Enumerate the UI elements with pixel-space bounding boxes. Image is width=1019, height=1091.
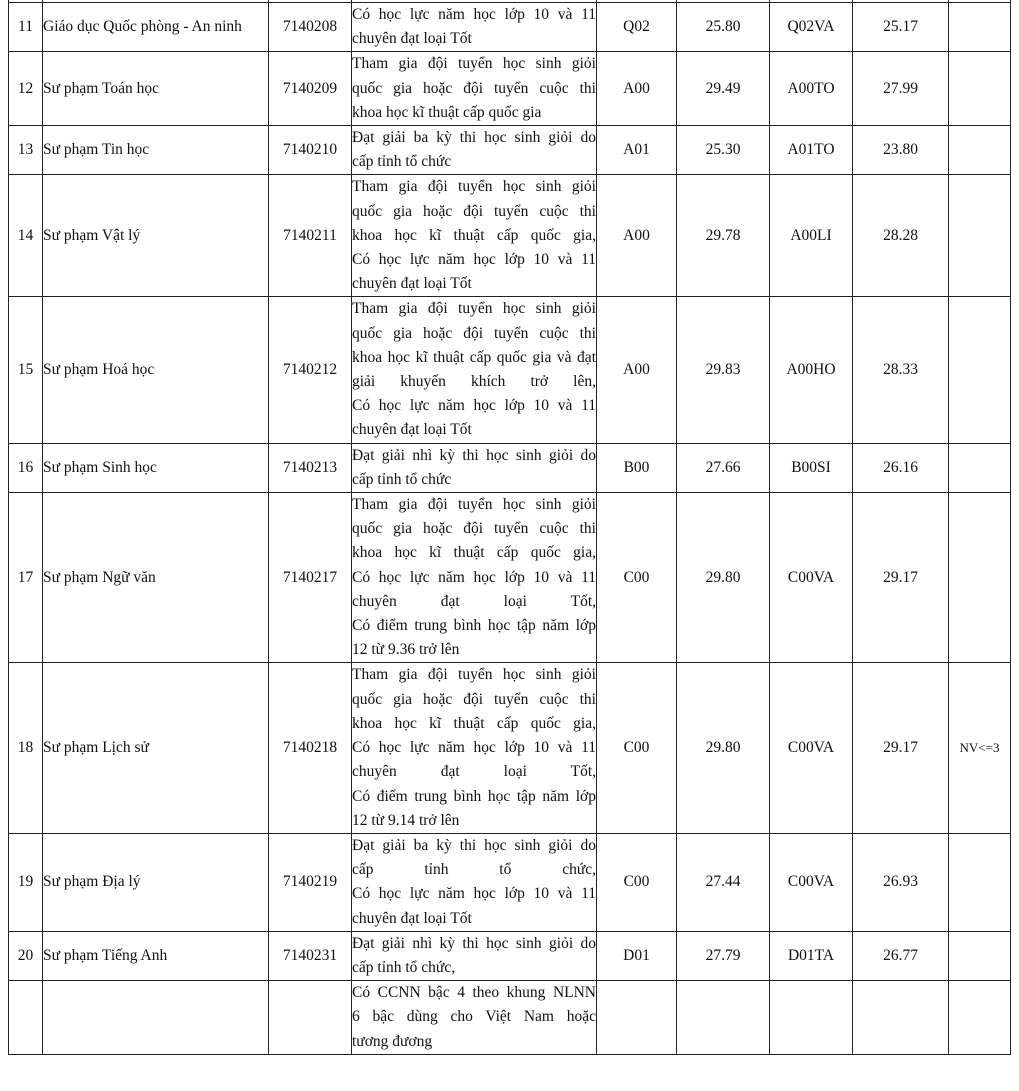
row-number-cell: 11 [9, 3, 43, 52]
condition-line: Có học lực năm học lớp 10 và 11 [352, 6, 596, 23]
admission-score-2-cell: 26.77 [853, 931, 949, 980]
major-code-cell: A00TO [770, 52, 853, 126]
program-name-cell: Sư phạm Lịch sử [43, 663, 269, 833]
admission-score-cell: 29.80 [677, 663, 770, 833]
admission-condition-cell [352, 981, 597, 1055]
condition-line: chuyên đạt loại Tốt, [352, 592, 596, 610]
condition-line: Tham gia đội tuyển học sinh giỏi [352, 178, 596, 196]
note-cell [949, 833, 1011, 931]
subject-combination-cell [597, 981, 677, 1055]
admission-score-cell: 29.49 [677, 52, 770, 126]
admission-condition-cell [352, 52, 597, 126]
program-name-cell: Sư phạm Vật lý [43, 175, 269, 297]
admission-score-cell [677, 981, 770, 1055]
row-number-cell: 12 [9, 52, 43, 126]
condition-line: Đạt giải ba kỳ thi học sinh giỏi do [352, 129, 596, 147]
program-name-cell: Sư phạm Địa lý [43, 833, 269, 931]
major-code-cell: A00LI [770, 175, 853, 297]
subject-combination-cell: A00 [597, 52, 677, 126]
table-row [9, 443, 1011, 492]
condition-line: Có CCNN bậc 4 theo khung NLNN [352, 984, 596, 1002]
admission-condition-cell [352, 3, 597, 52]
note-cell: NV<=3 [949, 663, 1011, 833]
admission-condition-cell [352, 931, 597, 980]
row-number-cell [9, 981, 43, 1055]
major-code-cell: Q02VA [770, 3, 853, 52]
program-name-cell: Sư phạm Ngữ văn [43, 493, 269, 663]
major-code-cell: C00VA [770, 663, 853, 833]
condition-line: giải khuyến khích trở lên, [352, 373, 596, 391]
program-code-cell: 7140211 [269, 175, 352, 297]
major-code-cell: C00VA [770, 833, 853, 931]
subject-combination-cell: C00 [597, 663, 677, 833]
condition-line: Tham gia đội tuyển học sinh giỏi [352, 300, 596, 318]
condition-line: chuyên đạt loại Tốt, [352, 763, 596, 781]
admission-score-2-cell [853, 981, 949, 1055]
table-row [9, 833, 1011, 931]
condition-line: Có học lực năm học lớp 10 và 11 [352, 397, 596, 415]
condition-line: Có điểm trung bình học tập năm lớp [352, 787, 596, 805]
table-row [9, 931, 1011, 980]
program-name-cell: Sư phạm Toán học [43, 52, 269, 126]
table-row [9, 3, 1011, 52]
program-name-cell [43, 981, 269, 1055]
major-code-cell [770, 981, 853, 1055]
condition-line: 6 bậc dùng cho Việt Nam hoặc [352, 1008, 596, 1026]
note-cell [949, 493, 1011, 663]
admission-score-2-cell: 28.33 [853, 297, 949, 443]
condition-line: chuyên đạt loại Tốt [352, 275, 472, 293]
table-body [9, 0, 1011, 1054]
condition-line: chuyên đạt loại Tốt [352, 421, 472, 439]
admission-condition-cell [352, 443, 597, 492]
admission-condition-cell [352, 297, 597, 443]
admission-score-2-cell: 26.16 [853, 443, 949, 492]
condition-line: Có học lực năm học lớp 10 và 11 [352, 739, 596, 757]
condition-line: quốc gia hoặc đội tuyển cuộc thi [352, 520, 596, 538]
major-code-cell: C00VA [770, 493, 853, 663]
note-cell [949, 126, 1011, 175]
admission-condition-cell [352, 833, 597, 931]
admission-score-2-cell: 25.17 [853, 3, 949, 52]
admission-score-2-cell: 26.93 [853, 833, 949, 931]
program-name-cell: Sư phạm Tin học [43, 126, 269, 175]
note-cell [949, 981, 1011, 1055]
subject-combination-cell: A01 [597, 126, 677, 175]
admission-condition-cell [352, 126, 597, 175]
condition-line: 12 từ 9.36 trở lên [352, 641, 460, 659]
condition-line: quốc gia hoặc đội tuyển cuộc thi [352, 690, 596, 708]
condition-line: cấp tỉnh tổ chức [352, 470, 452, 488]
note-cell [949, 175, 1011, 297]
program-name-cell: Giáo dục Quốc phòng - An ninh [43, 3, 269, 52]
condition-line: Tham gia đội tuyển học sinh giỏi [352, 496, 596, 514]
admission-score-cell: 27.79 [677, 931, 770, 980]
row-number-cell: 19 [9, 833, 43, 931]
row-number-cell: 20 [9, 931, 43, 980]
row-number-cell: 14 [9, 175, 43, 297]
table-row [9, 981, 1011, 1055]
admission-score-2-cell: 29.17 [853, 493, 949, 663]
admission-score-2-cell: 23.80 [853, 126, 949, 175]
condition-line: tương đương [352, 1032, 433, 1050]
admission-scores-table [8, 0, 1011, 1055]
subject-combination-cell: Q02 [597, 3, 677, 52]
major-code-cell: B00SI [770, 443, 853, 492]
major-code-cell: D01TA [770, 931, 853, 980]
note-cell [949, 443, 1011, 492]
condition-line: Đạt giải nhì kỳ thi học sinh giỏi do [352, 934, 596, 952]
note-cell [949, 52, 1011, 126]
admission-score-cell: 29.83 [677, 297, 770, 443]
subject-combination-cell: C00 [597, 493, 677, 663]
table-row [9, 52, 1011, 126]
subject-combination-cell: B00 [597, 443, 677, 492]
admission-condition-cell [352, 175, 597, 297]
condition-line: khoa học kĩ thuật cấp quốc gia và đạt [352, 348, 596, 366]
admission-condition-cell [352, 493, 597, 663]
program-code-cell: 7140217 [269, 493, 352, 663]
major-code-cell: A00HO [770, 297, 853, 443]
condition-line: quốc gia hoặc đội tuyển cuộc thi [352, 202, 596, 220]
program-name-cell: Sư phạm Tiếng Anh [43, 931, 269, 980]
condition-line: Có học lực năm học lớp 10 và 11 [352, 251, 596, 269]
admission-score-cell: 29.80 [677, 493, 770, 663]
major-code-cell: A01TO [770, 126, 853, 175]
admission-score-cell: 27.44 [677, 833, 770, 931]
program-name-cell: Sư phạm Hoá học [43, 297, 269, 443]
condition-line: cấp tỉnh tổ chức [352, 153, 452, 171]
program-code-cell: 7140210 [269, 126, 352, 175]
program-code-cell: 7140208 [269, 3, 352, 52]
condition-line: cấp tỉnh tổ chức, [352, 958, 456, 976]
table-row [9, 493, 1011, 663]
note-cell [949, 3, 1011, 52]
condition-line: Đạt giải ba kỳ thi học sinh giỏi do [352, 836, 596, 854]
condition-line: Tham gia đội tuyển học sinh giỏi [352, 55, 596, 73]
program-code-cell: 7140218 [269, 663, 352, 833]
program-code-cell: 7140212 [269, 297, 352, 443]
admission-score-2-cell: 28.28 [853, 175, 949, 297]
note-cell [949, 931, 1011, 980]
condition-line: quốc gia hoặc đội tuyển cuộc thi [352, 324, 596, 342]
condition-line: cấp tỉnh tổ chức, [352, 861, 596, 879]
program-code-cell: 7140219 [269, 833, 352, 931]
note-cell [949, 297, 1011, 443]
row-number-cell: 16 [9, 443, 43, 492]
condition-line: Có học lực năm học lớp 10 và 11 [352, 568, 596, 586]
admission-score-cell: 29.78 [677, 175, 770, 297]
program-name-cell: Sư phạm Sinh học [43, 443, 269, 492]
condition-line: Có học lực năm học lớp 10 và 11 [352, 885, 596, 903]
condition-line: chuyên đạt loại Tốt [352, 30, 472, 48]
condition-line: 12 từ 9.14 trở lên [352, 811, 460, 829]
condition-line: khoa học kĩ thuật cấp quốc gia, [352, 544, 596, 562]
admission-condition-cell [352, 663, 597, 833]
row-number-cell: 17 [9, 493, 43, 663]
table-row [9, 175, 1011, 297]
admission-score-2-cell: 27.99 [853, 52, 949, 126]
condition-line: Đạt giải nhì kỳ thi học sinh giỏi do [352, 446, 596, 464]
admission-score-2-cell: 29.17 [853, 663, 949, 833]
row-number-cell: 15 [9, 297, 43, 443]
program-code-cell: 7140231 [269, 931, 352, 980]
admission-score-cell: 25.80 [677, 3, 770, 52]
subject-combination-cell: C00 [597, 833, 677, 931]
table-row [9, 663, 1011, 833]
condition-line: quốc gia hoặc đội tuyển cuộc thi [352, 79, 596, 97]
condition-line: Tham gia đội tuyển học sinh giỏi [352, 666, 596, 684]
condition-line: khoa học kĩ thuật cấp quốc gia, [352, 714, 596, 732]
condition-line: khoa học kĩ thuật cấp quốc gia, [352, 226, 596, 244]
admission-score-cell: 27.66 [677, 443, 770, 492]
condition-line: khoa học kĩ thuật cấp quốc gia [352, 103, 542, 121]
row-number-cell: 18 [9, 663, 43, 833]
condition-line: Có điểm trung bình học tập năm lớp [352, 617, 596, 635]
program-code-cell: 7140209 [269, 52, 352, 126]
program-code-cell [269, 981, 352, 1055]
subject-combination-cell: A00 [597, 175, 677, 297]
condition-line: chuyên đạt loại Tốt [352, 909, 472, 927]
program-code-cell: 7140213 [269, 443, 352, 492]
subject-combination-cell: D01 [597, 931, 677, 980]
table-row [9, 126, 1011, 175]
table-row [9, 297, 1011, 443]
subject-combination-cell: A00 [597, 297, 677, 443]
admission-score-cell: 25.30 [677, 126, 770, 175]
row-number-cell: 13 [9, 126, 43, 175]
